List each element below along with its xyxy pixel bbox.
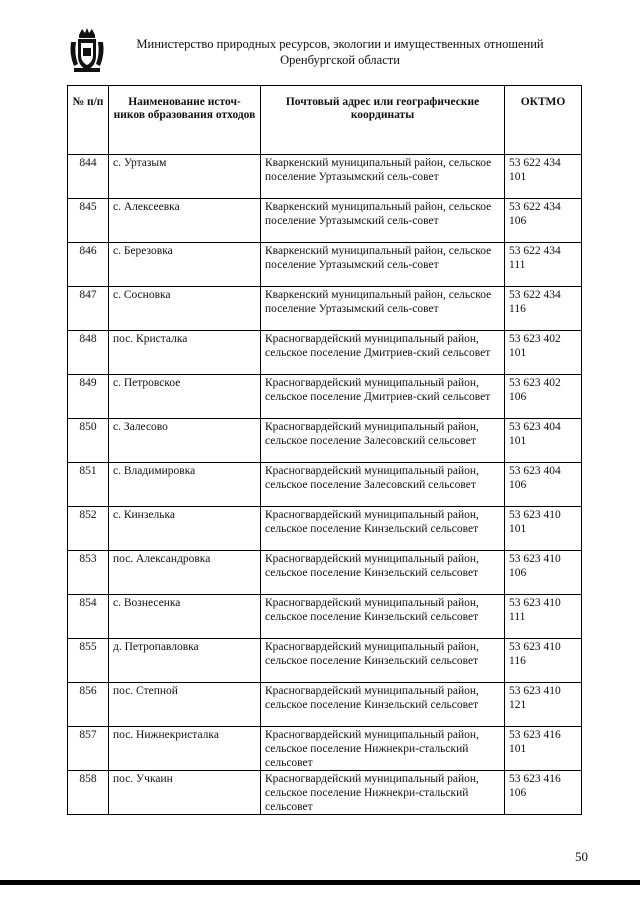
table-row: [68, 507, 582, 551]
col-header-oktmo: ОКТМО: [505, 86, 582, 155]
coat-of-arms-icon: [68, 26, 106, 74]
table-row: [68, 199, 582, 243]
table-row: [68, 683, 582, 727]
cell-name: пос. Степной: [109, 683, 261, 727]
cell-address: Красногвардейский муниципальный район, сельское поселение Дмитриев-ский сельсовет: [261, 331, 505, 375]
ministry-name: Министерство природных ресурсов, экологии и имущественных отношений: [136, 37, 544, 51]
cell-address: Красногвардейский муниципальный район, сельское поселение Кинзельский сельсовет: [261, 639, 505, 683]
cell-num: 856: [68, 683, 109, 727]
cell-num: 853: [68, 551, 109, 595]
cell-name: пос. Александровка: [109, 551, 261, 595]
region-name: Оренбургской области: [280, 53, 400, 67]
cell-name: с. Залесово: [109, 419, 261, 463]
cell-address: Красногвардейский муниципальный район, сельское поселение Кинзельский сельсовет: [261, 595, 505, 639]
cell-address: Красногвардейский муниципальный район, сельское поселение Дмитриев-ский сельсовет: [261, 375, 505, 419]
col-header-address: Почтовый адрес или географические координаты: [261, 86, 505, 155]
cell-num: 848: [68, 331, 109, 375]
cell-address: Кваркенский муниципальный район, сельское поселение Уртазымский сель-совет: [261, 155, 505, 199]
cell-num: 849: [68, 375, 109, 419]
table-row: [68, 595, 582, 639]
bottom-rule: [0, 880, 640, 885]
cell-num: 845: [68, 199, 109, 243]
cell-num: 852: [68, 507, 109, 551]
cell-name: с. Кинзелька: [109, 507, 261, 551]
table-row: [68, 375, 582, 419]
table-body: [68, 155, 582, 815]
cell-oktmo: 53 623 410 106: [505, 551, 582, 595]
cell-name: с. Алексеевка: [109, 199, 261, 243]
cell-oktmo: 53 623 404 101: [505, 419, 582, 463]
cell-oktmo: 53 623 416 101: [505, 727, 582, 771]
cell-name: пос. Нижнекристалка: [109, 727, 261, 771]
cell-num: 855: [68, 639, 109, 683]
table-row: [68, 463, 582, 507]
cell-name: с. Сосновка: [109, 287, 261, 331]
cell-num: 847: [68, 287, 109, 331]
cell-address: Красногвардейский муниципальный район, сельское поселение Кинзельский сельсовет: [261, 683, 505, 727]
cell-oktmo: 53 623 402 101: [505, 331, 582, 375]
cell-name: с. Березовка: [109, 243, 261, 287]
cell-address: Красногвардейский муниципальный район, сельское поселение Залесовский сельсовет: [261, 419, 505, 463]
col-header-num: № п/п: [68, 86, 109, 155]
table-row: [68, 287, 582, 331]
cell-name: с. Петровское: [109, 375, 261, 419]
cell-num: 854: [68, 595, 109, 639]
cell-oktmo: 53 622 434 106: [505, 199, 582, 243]
cell-num: 844: [68, 155, 109, 199]
cell-name: пос. Кристалка: [109, 331, 261, 375]
table-row: [68, 639, 582, 683]
table-row: [68, 727, 582, 771]
cell-oktmo: 53 622 434 101: [505, 155, 582, 199]
cell-oktmo: 53 622 434 116: [505, 287, 582, 331]
col-header-name: Наименование источ-ников образования отходов: [109, 86, 261, 155]
cell-oktmo: 53 623 410 101: [505, 507, 582, 551]
cell-address: Кваркенский муниципальный район, сельское поселение Уртазымский сель-совет: [261, 199, 505, 243]
cell-name: с. Владимировка: [109, 463, 261, 507]
cell-oktmo: 53 623 410 116: [505, 639, 582, 683]
cell-num: 857: [68, 727, 109, 771]
ministry-header: [120, 36, 560, 68]
waste-sources-table: [67, 85, 582, 815]
cell-oktmo: 53 623 410 121: [505, 683, 582, 727]
cell-num: 858: [68, 771, 109, 815]
cell-name: д. Петропавловка: [109, 639, 261, 683]
cell-oktmo: 53 622 434 111: [505, 243, 582, 287]
table-row: [68, 243, 582, 287]
table-header-row: [68, 86, 582, 155]
cell-name: с. Уртазым: [109, 155, 261, 199]
cell-num: 851: [68, 463, 109, 507]
cell-name: пос. Учкаин: [109, 771, 261, 815]
cell-address: Красногвардейский муниципальный район, сельское поселение Залесовский сельсовет: [261, 463, 505, 507]
table-row: [68, 331, 582, 375]
cell-num: 850: [68, 419, 109, 463]
table-row: [68, 155, 582, 199]
table-row: [68, 551, 582, 595]
cell-address: Красногвардейский муниципальный район, сельское поселение Нижнекри-стальский сельсовет: [261, 727, 505, 771]
table-row: [68, 419, 582, 463]
cell-name: с. Вознесенка: [109, 595, 261, 639]
cell-address: Красногвардейский муниципальный район, сельское поселение Кинзельский сельсовет: [261, 507, 505, 551]
cell-address: Красногвардейский муниципальный район, сельское поселение Нижнекри-стальский сельсовет: [261, 771, 505, 815]
cell-oktmo: 53 623 402 106: [505, 375, 582, 419]
cell-oktmo: 53 623 416 106: [505, 771, 582, 815]
page-number: 50: [575, 849, 588, 864]
cell-address: Кваркенский муниципальный район, сельское поселение Уртазымский сель-совет: [261, 243, 505, 287]
table-row: [68, 771, 582, 815]
cell-address: Кваркенский муниципальный район, сельское поселение Уртазымский сель-совет: [261, 287, 505, 331]
cell-oktmo: 53 623 410 111: [505, 595, 582, 639]
cell-num: 846: [68, 243, 109, 287]
cell-oktmo: 53 623 404 106: [505, 463, 582, 507]
cell-address: Красногвардейский муниципальный район, сельское поселение Кинзельский сельсовет: [261, 551, 505, 595]
